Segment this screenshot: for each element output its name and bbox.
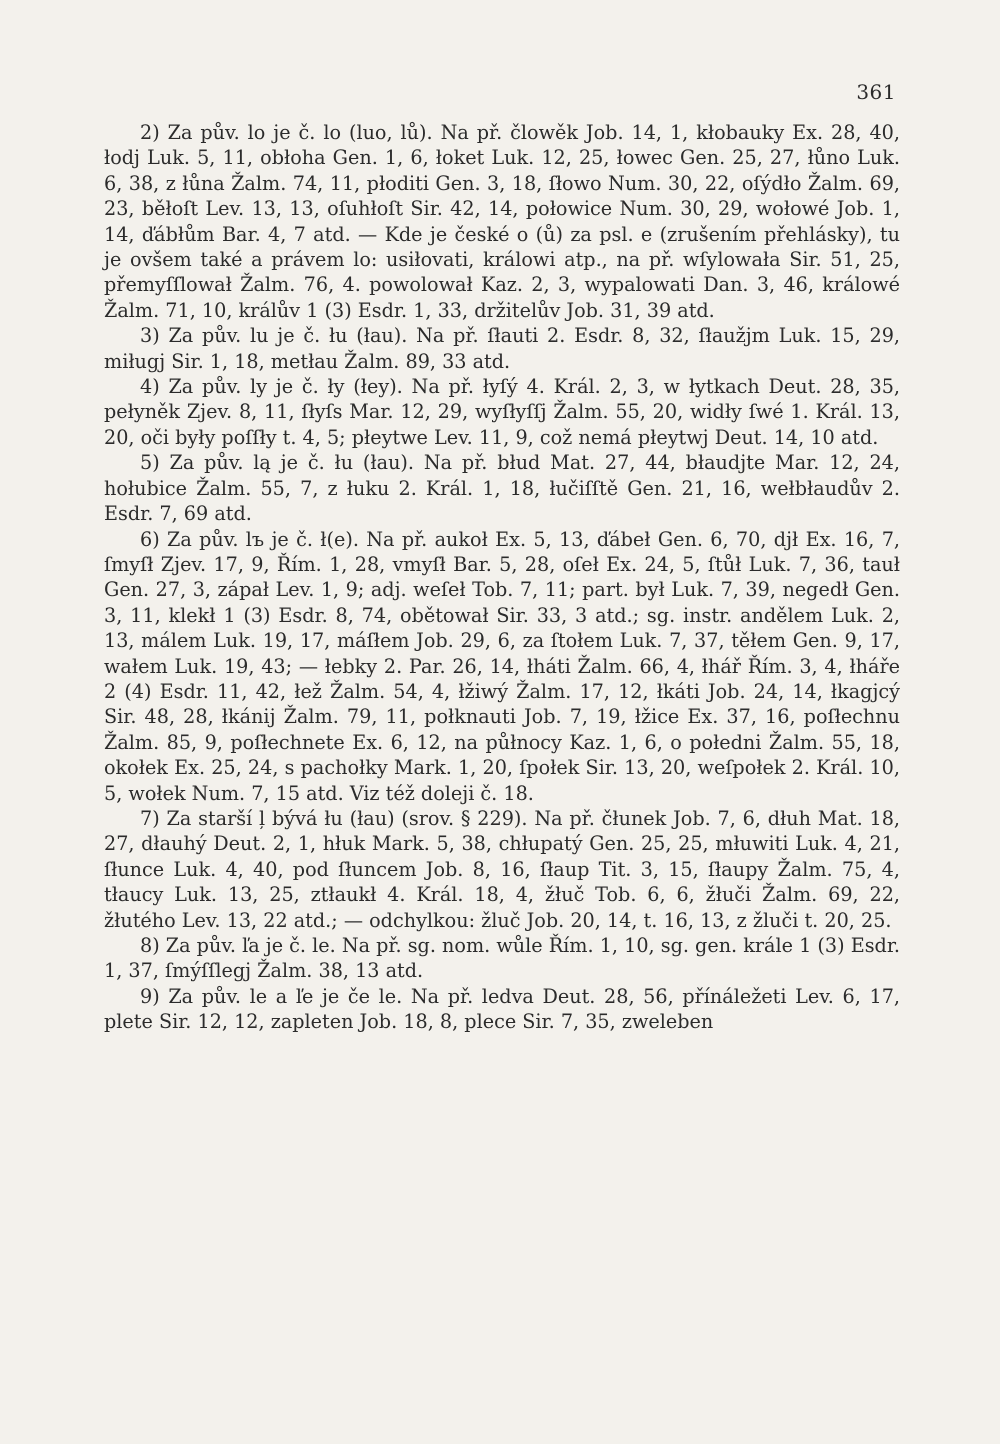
- paragraph-8: 8) Za pův. ľa je č. le. Na př. sg. nom. wůle Řím. 1, 10, sg. gen. krále 1 (3) Esdr. 1, 37, ſmýſſlegj Žalm. 38, 13 atd.: [104, 934, 900, 983]
- paragraph-2: 2) Za pův. lo je č. lo (luo, lů). Na př. člowěk Job. 14, 1, kłobauky Ex. 28, 40, łodj Luk. 5, 11, obłoha Gen. 1, 6, łoket Luk. 12, 25, łowec Gen. 25, 27, łůno Luk. 6, 38, z łůna Žalm. 74, 11, płoditi Gen. 3, 18, ſłowo Num. 30, 22, oſýdło Žalm. 69, 23, běłoſt Lev. 13, 13, oſuhłoſt Sir. 42, 14, połowice Num. 30, 29, wołowé Job. 1, 14, ďábłům Bar. 4, 7 atd. — Kde je české o (ů) za psl. e (zrušením přehlásky), tu je ovšem také a právem lo: usiłovati, králowi atp., na př. wſylowała Sir. 51, 25, přemyſſlował Žalm. 76, 4. powolował Kaz. 2, 3, wypalowati Dan. 3, 46, králowé Žalm. 71, 10, králův 1 (3) Esdr. 1, 33, držitelův Job. 31, 39 atd.: [104, 121, 900, 322]
- paragraph-4: 4) Za pův. ly je č. ły (łey). Na př. łyſý 4. Král. 2, 3, w łytkach Deut. 28, 35, pełyněk Zjev. 8, 11, ſłyſs Mar. 12, 29, wyſłyſſj Žalm. 55, 20, widły ſwé 1. Král. 13, 20, oči były poſſły t. 4, 5; płeytwe Lev. 11, 9, což nemá płeytwj Deut. 14, 10 atd.: [104, 375, 900, 449]
- paragraph-5: 5) Za pův. lą je č. łu (łau). Na př. błud Mat. 27, 44, błaudjte Mar. 12, 24, hołubice Žalm. 55, 7, z łuku 2. Král. 1, 18, łučiſſtě Gen. 21, 16, wełbłaudův 2. Esdr. 7, 69 atd.: [104, 451, 900, 526]
- paragraph-3: 3) Za pův. lu je č. łu (łau). Na př. ſłauti 2. Esdr. 8, 32, ſłaužjm Luk. 15, 29, miługj Sir. 1, 18, metłau Žalm. 89, 33 atd.: [104, 324, 900, 373]
- paragraph-9: 9) Za pův. le a ľe je če le. Na př. ledva Deut. 28, 56, přínáležeti Lev. 6, 17, plete Sir. 12, 12, zapleten Job. 18, 8, plece Sir. 7, 35, zweleben: [104, 984, 900, 1034]
- page-number: 361: [856, 80, 896, 104]
- paragraph-7: 7) Za starší ļ bývá łu (łau) (srov. § 229). Na př. čłunek Job. 7, 6, dłuh Mat. 18, 27, dłauhý Deut. 2, 1, hłuk Mark. 5, 38, chłupatý Gen. 25, 25, młuwiti Luk. 4, 21, ſłunce Luk. 4, 40, pod ſłuncem Job. 8, 16, ſłaup Tit. 3, 15, ſłaupy Žalm. 75, 4, tłaucy Luk. 13, 25, ztłaukł 4. Král. 18, 4, žłuč Tob. 6, 6, žłuči Žalm. 69, 22, žłutého Lev. 13, 22 atd.; — odchylkou: žluč Job. 20, 14, t. 16, 13, z žluči t. 20, 25.: [104, 806, 900, 932]
- paragraph-6: 6) Za pův. lъ je č. ł(e). Na př. aukoł Ex. 5, 13, ďábeł Gen. 6, 70, djł Ex. 16, 7, ſmyſł Zjev. 17, 9, Řím. 1, 28, vmyſł Bar. 5, 28, oſeł Ex. 24, 5, ſtůł Luk. 7, 36, tauł Gen. 27, 3, zápał Lev. 1, 9; adj. weſeł Tob. 7, 11; part. był Luk. 7, 39, negedł Gen. 3, 11, klekł 1 (3) Esdr. 8, 74, obětował Sir. 33, 3 atd.; sg. instr. andělem Luk. 2, 13, málem Luk. 19, 17, máſłem Job. 29, 6, za ſtołem Luk. 7, 37, těłem Gen. 9, 17, wałem Luk. 19, 43; — łebky 2. Par. 26, 14, łháti Žalm. 66, 4, łhář Řím. 3, 4, łháře 2 (4) Esdr. 11, 42, łež Žalm. 54, 4, łžiwý Žalm. 17, 12, łkáti Job. 24, 14, łkagjcý Sir. 48, 28, łkánij Žalm. 79, 11, połknauti Job. 7, 19, łžice Ex. 37, 16, poſłechnu Žalm. 85, 9, poſłechnete Ex. 6, 12, na půłnocy Kaz. 1, 6, o połedni Žalm. 55, 18, okołek Ex. 25, 24, s pachołky Mark. 1, 20, ſpołek Sir. 13, 20, weſpołek 2. Král. 10, 5, wołek Num. 7, 15 atd. Viz též doleji č. 18.: [104, 527, 900, 805]
- page-body: [104, 120, 900, 1035]
